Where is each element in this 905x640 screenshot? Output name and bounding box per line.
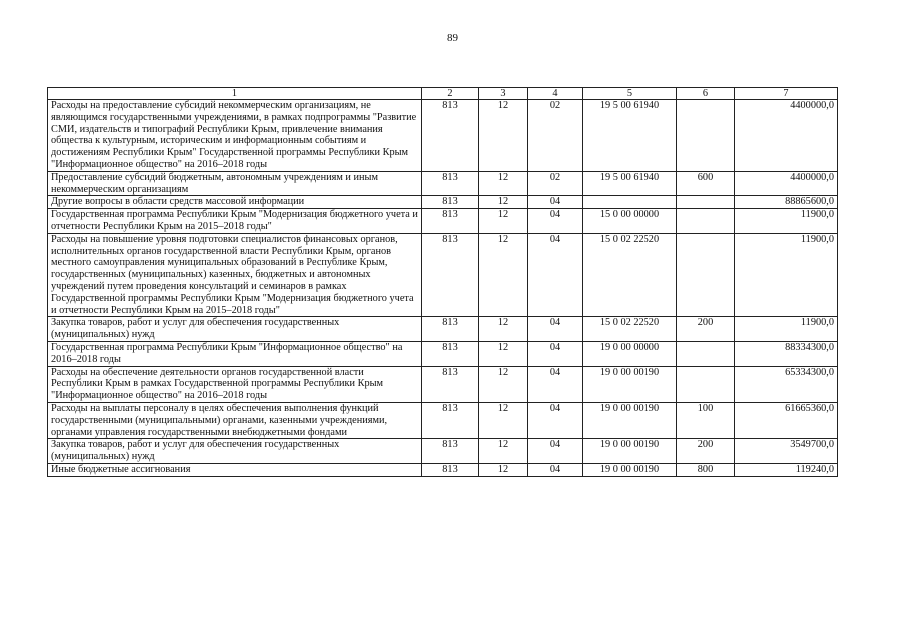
table-row xyxy=(48,196,838,209)
table-row xyxy=(48,439,838,464)
cell-name: Расходы на повышение уровня подготовки специалистов финансовых органов, исполнительных органов государственной власти Республики Крым, органов местного самоуправления муниципальных образований в Республике Крым, государственных (муниципальных) казенных, бюджетных и автономных учреждений путем проведения консультаций и семинаров в рамках Государственной программы Республики Крым "Модернизация бюджетного учета и отчетности Республики Крым на 2015–2018 годы" xyxy=(48,233,422,317)
table-body xyxy=(48,100,838,477)
table-row xyxy=(48,317,838,342)
cell-ministry-code: 813 xyxy=(422,196,479,209)
cell-target-article: 19 0 00 00190 xyxy=(583,366,677,402)
cell-ministry-code: 813 xyxy=(422,341,479,366)
cell-target-article: 19 0 00 00190 xyxy=(583,463,677,476)
cell-section: 12 xyxy=(479,100,528,172)
cell-section: 12 xyxy=(479,341,528,366)
cell-subsection: 04 xyxy=(528,341,583,366)
column-header: 4 xyxy=(528,88,583,100)
cell-subsection: 04 xyxy=(528,317,583,342)
cell-ministry-code: 813 xyxy=(422,100,479,172)
cell-subsection: 04 xyxy=(528,366,583,402)
cell-subsection: 04 xyxy=(528,209,583,234)
cell-target-article: 19 0 00 00000 xyxy=(583,341,677,366)
column-header: 3 xyxy=(479,88,528,100)
cell-section: 12 xyxy=(479,366,528,402)
cell-name: Государственная программа Республики Крым "Информационное общество" на 2016–2018 годы xyxy=(48,341,422,366)
cell-target-article: 15 0 02 22520 xyxy=(583,233,677,317)
cell-target-article: 19 0 00 00190 xyxy=(583,439,677,464)
cell-expense-type xyxy=(677,366,735,402)
table-header-row xyxy=(48,88,838,100)
cell-name: Закупка товаров, работ и услуг для обеспечения государственных (муниципальных) нужд xyxy=(48,317,422,342)
cell-ministry-code: 813 xyxy=(422,439,479,464)
cell-name: Расходы на обеспечение деятельности органов государственной власти Республики Крым в рамках Государственной программы Республики Крым "Информационное общество" на 2016–2018 годы xyxy=(48,366,422,402)
table-row xyxy=(48,402,838,438)
cell-subsection: 02 xyxy=(528,100,583,172)
table-row xyxy=(48,171,838,196)
cell-ministry-code: 813 xyxy=(422,402,479,438)
cell-amount: 119240,0 xyxy=(735,463,838,476)
cell-subsection: 02 xyxy=(528,171,583,196)
cell-name: Закупка товаров, работ и услуг для обеспечения государственных (муниципальных) нужд xyxy=(48,439,422,464)
cell-ministry-code: 813 xyxy=(422,209,479,234)
cell-section: 12 xyxy=(479,233,528,317)
cell-target-article: 19 5 00 61940 xyxy=(583,171,677,196)
cell-expense-type xyxy=(677,209,735,234)
cell-amount: 4400000,0 xyxy=(735,100,838,172)
cell-amount: 3549700,0 xyxy=(735,439,838,464)
table-row xyxy=(48,233,838,317)
cell-ministry-code: 813 xyxy=(422,233,479,317)
cell-target-article: 15 0 00 00000 xyxy=(583,209,677,234)
cell-section: 12 xyxy=(479,209,528,234)
cell-amount: 4400000,0 xyxy=(735,171,838,196)
cell-name: Расходы на выплаты персоналу в целях обеспечения выполнения функций государственными (муниципальными) органами, казенными учреждениями, органами управления государственными внебюджетными фондами xyxy=(48,402,422,438)
cell-amount: 88865600,0 xyxy=(735,196,838,209)
cell-expense-type: 800 xyxy=(677,463,735,476)
table-row xyxy=(48,366,838,402)
cell-subsection: 04 xyxy=(528,439,583,464)
cell-ministry-code: 813 xyxy=(422,463,479,476)
table-row xyxy=(48,341,838,366)
cell-subsection: 04 xyxy=(528,196,583,209)
cell-subsection: 04 xyxy=(528,233,583,317)
cell-expense-type xyxy=(677,100,735,172)
cell-name: Иные бюджетные ассигнования xyxy=(48,463,422,476)
cell-name: Другие вопросы в области средств массовой информации xyxy=(48,196,422,209)
cell-expense-type: 100 xyxy=(677,402,735,438)
cell-amount: 11900,0 xyxy=(735,209,838,234)
cell-name: Расходы на предоставление субсидий некоммерческим организациям, не являющимся государственными учреждениями, в рамках подпрограммы "Развитие СМИ, издательств и типографий Республики Крым, привлечение внимания общества к культурным, историческим и информационным событиям и достижениям Республики Крым" Государственной программы Республики Крым "Информационное общество" на 2016–2018 годы xyxy=(48,100,422,172)
cell-expense-type xyxy=(677,233,735,317)
cell-target-article xyxy=(583,196,677,209)
cell-section: 12 xyxy=(479,196,528,209)
table-row xyxy=(48,463,838,476)
cell-amount: 61665360,0 xyxy=(735,402,838,438)
cell-ministry-code: 813 xyxy=(422,366,479,402)
cell-target-article: 15 0 02 22520 xyxy=(583,317,677,342)
cell-section: 12 xyxy=(479,402,528,438)
cell-target-article: 19 5 00 61940 xyxy=(583,100,677,172)
cell-expense-type: 600 xyxy=(677,171,735,196)
cell-section: 12 xyxy=(479,171,528,196)
cell-amount: 65334300,0 xyxy=(735,366,838,402)
table-row xyxy=(48,100,838,172)
budget-table xyxy=(47,87,838,477)
cell-expense-type xyxy=(677,341,735,366)
cell-name: Государственная программа Республики Крым "Модернизация бюджетного учета и отчетности Республики Крым на 2015–2018 годы" xyxy=(48,209,422,234)
cell-expense-type: 200 xyxy=(677,439,735,464)
cell-section: 12 xyxy=(479,463,528,476)
column-header: 5 xyxy=(583,88,677,100)
cell-amount: 11900,0 xyxy=(735,317,838,342)
column-header: 2 xyxy=(422,88,479,100)
cell-expense-type: 200 xyxy=(677,317,735,342)
column-header: 7 xyxy=(735,88,838,100)
cell-subsection: 04 xyxy=(528,463,583,476)
cell-subsection: 04 xyxy=(528,402,583,438)
cell-section: 12 xyxy=(479,439,528,464)
page-number: 89 xyxy=(447,32,458,44)
column-header: 6 xyxy=(677,88,735,100)
column-header: 1 xyxy=(48,88,422,100)
cell-amount: 11900,0 xyxy=(735,233,838,317)
cell-name: Предоставление субсидий бюджетным, автономным учреждениям и иным некоммерческим организациям xyxy=(48,171,422,196)
cell-amount: 88334300,0 xyxy=(735,341,838,366)
cell-ministry-code: 813 xyxy=(422,171,479,196)
cell-ministry-code: 813 xyxy=(422,317,479,342)
cell-target-article: 19 0 00 00190 xyxy=(583,402,677,438)
cell-expense-type xyxy=(677,196,735,209)
table-row xyxy=(48,209,838,234)
cell-section: 12 xyxy=(479,317,528,342)
